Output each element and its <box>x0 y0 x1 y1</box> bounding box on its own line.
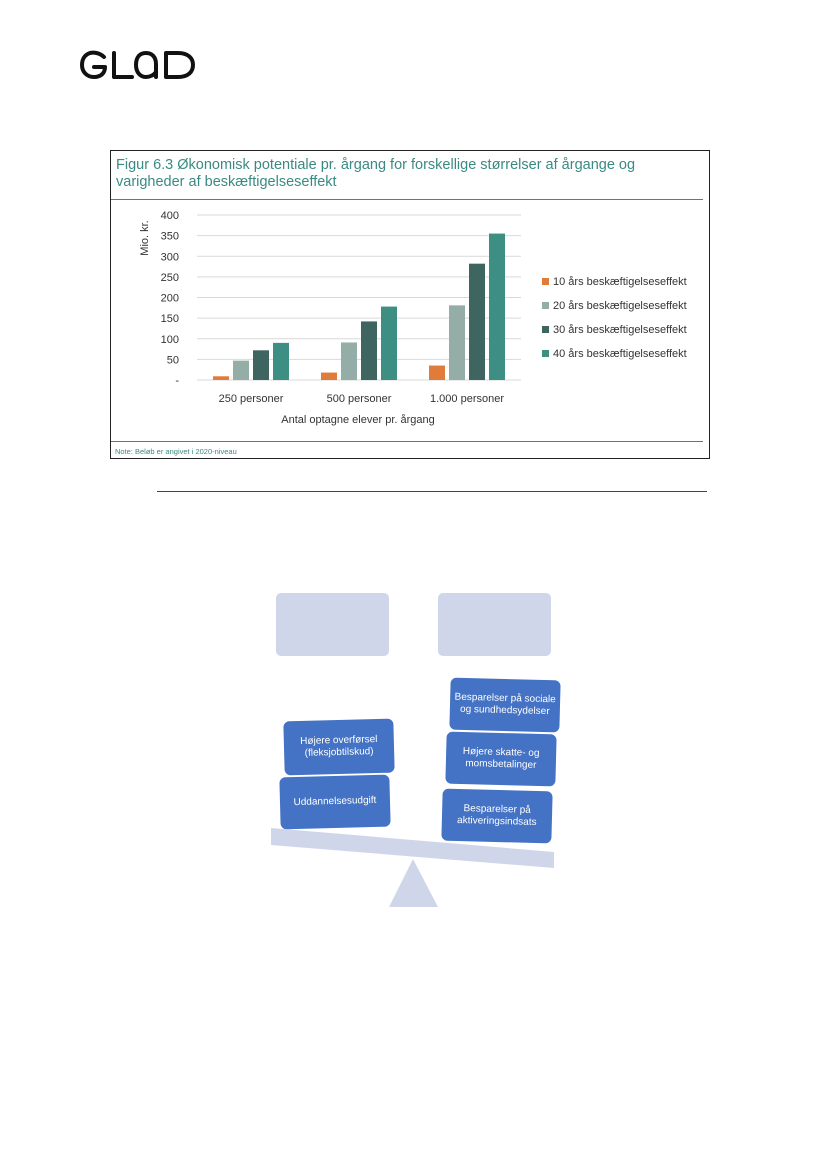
legend-label: 30 års beskæftigelseseffekt <box>553 324 687 336</box>
figure-frame <box>110 150 710 459</box>
legend-swatch <box>542 278 549 285</box>
glad-logo <box>80 50 208 80</box>
left-box-transfer: Højere overførsel (fleksjobtilskud) <box>283 719 394 776</box>
chart-y-tick-label: 100 <box>160 333 179 346</box>
chart-y-axis-label: Mio. kr. <box>139 220 151 256</box>
chart-y-tick-label: 350 <box>160 230 179 243</box>
legend-swatch <box>542 350 549 357</box>
legend-label: 10 års beskæftigelseseffekt <box>553 276 687 288</box>
chart-bar <box>341 342 357 380</box>
chart-y-tick-label: 400 <box>160 210 179 222</box>
chart-y-tick-label: 200 <box>160 292 179 305</box>
chart-bar <box>321 373 337 380</box>
chart-x-ticks <box>219 393 505 405</box>
chart-bar <box>489 234 505 380</box>
figure-note-rule <box>111 441 703 442</box>
chart-x-tick-label: 500 personer <box>326 393 392 405</box>
legend-swatch <box>542 326 549 333</box>
chart-legend <box>542 276 687 360</box>
chart-bar <box>361 321 377 380</box>
legend-label: 40 års beskæftigelseseffekt <box>553 348 687 360</box>
chart-y-tick-label: 50 <box>166 354 179 367</box>
chart-y-tick-label: - <box>175 375 179 387</box>
chart-bar <box>469 264 485 380</box>
right-box-tax: Højere skatte- og momsbetalinger <box>445 732 556 787</box>
chart-x-axis-label: Antal optagne elever pr. årgang <box>281 414 435 426</box>
chart-y-ticks <box>161 210 180 387</box>
figure-note: Note: Beløb er angivet i 2020-niveau <box>115 447 237 456</box>
left-box-education: Uddannelsesudgift <box>279 775 390 830</box>
chart-x-tick-label: 250 personer <box>218 393 284 405</box>
bar-chart <box>111 151 709 441</box>
chart-bar <box>233 361 249 380</box>
figure-title: Figur 6.3 Økonomisk potentiale pr. årgang for forskellige størrelser af årgange og varigheder af beskæftigelseseffekt <box>116 157 636 190</box>
chart-y-tick-label: 300 <box>160 251 179 264</box>
chart-bar <box>213 376 229 380</box>
chart-bar <box>429 366 445 380</box>
balance-base <box>240 580 580 920</box>
footnote-separator <box>157 491 707 492</box>
chart-y-tick-label: 150 <box>160 313 179 326</box>
balance-diagram <box>240 580 580 920</box>
chart-bar <box>381 307 397 380</box>
chart-bar <box>449 305 465 380</box>
right-box-activation-savings: Besparelser på aktiveringsindsats <box>441 789 552 844</box>
balance-fulcrum <box>389 859 438 907</box>
chart-bars <box>213 234 505 380</box>
chart-x-tick-label: 1.000 personer <box>430 393 504 405</box>
chart-bar <box>273 343 289 380</box>
legend-swatch <box>542 302 549 309</box>
legend-label: 20 års beskæftigelseseffekt <box>553 300 687 312</box>
chart-y-tick-label: 250 <box>160 271 179 284</box>
chart-bar <box>253 350 269 380</box>
right-box-social-savings: Besparelser på sociale og sundhedsydelser <box>449 678 560 733</box>
